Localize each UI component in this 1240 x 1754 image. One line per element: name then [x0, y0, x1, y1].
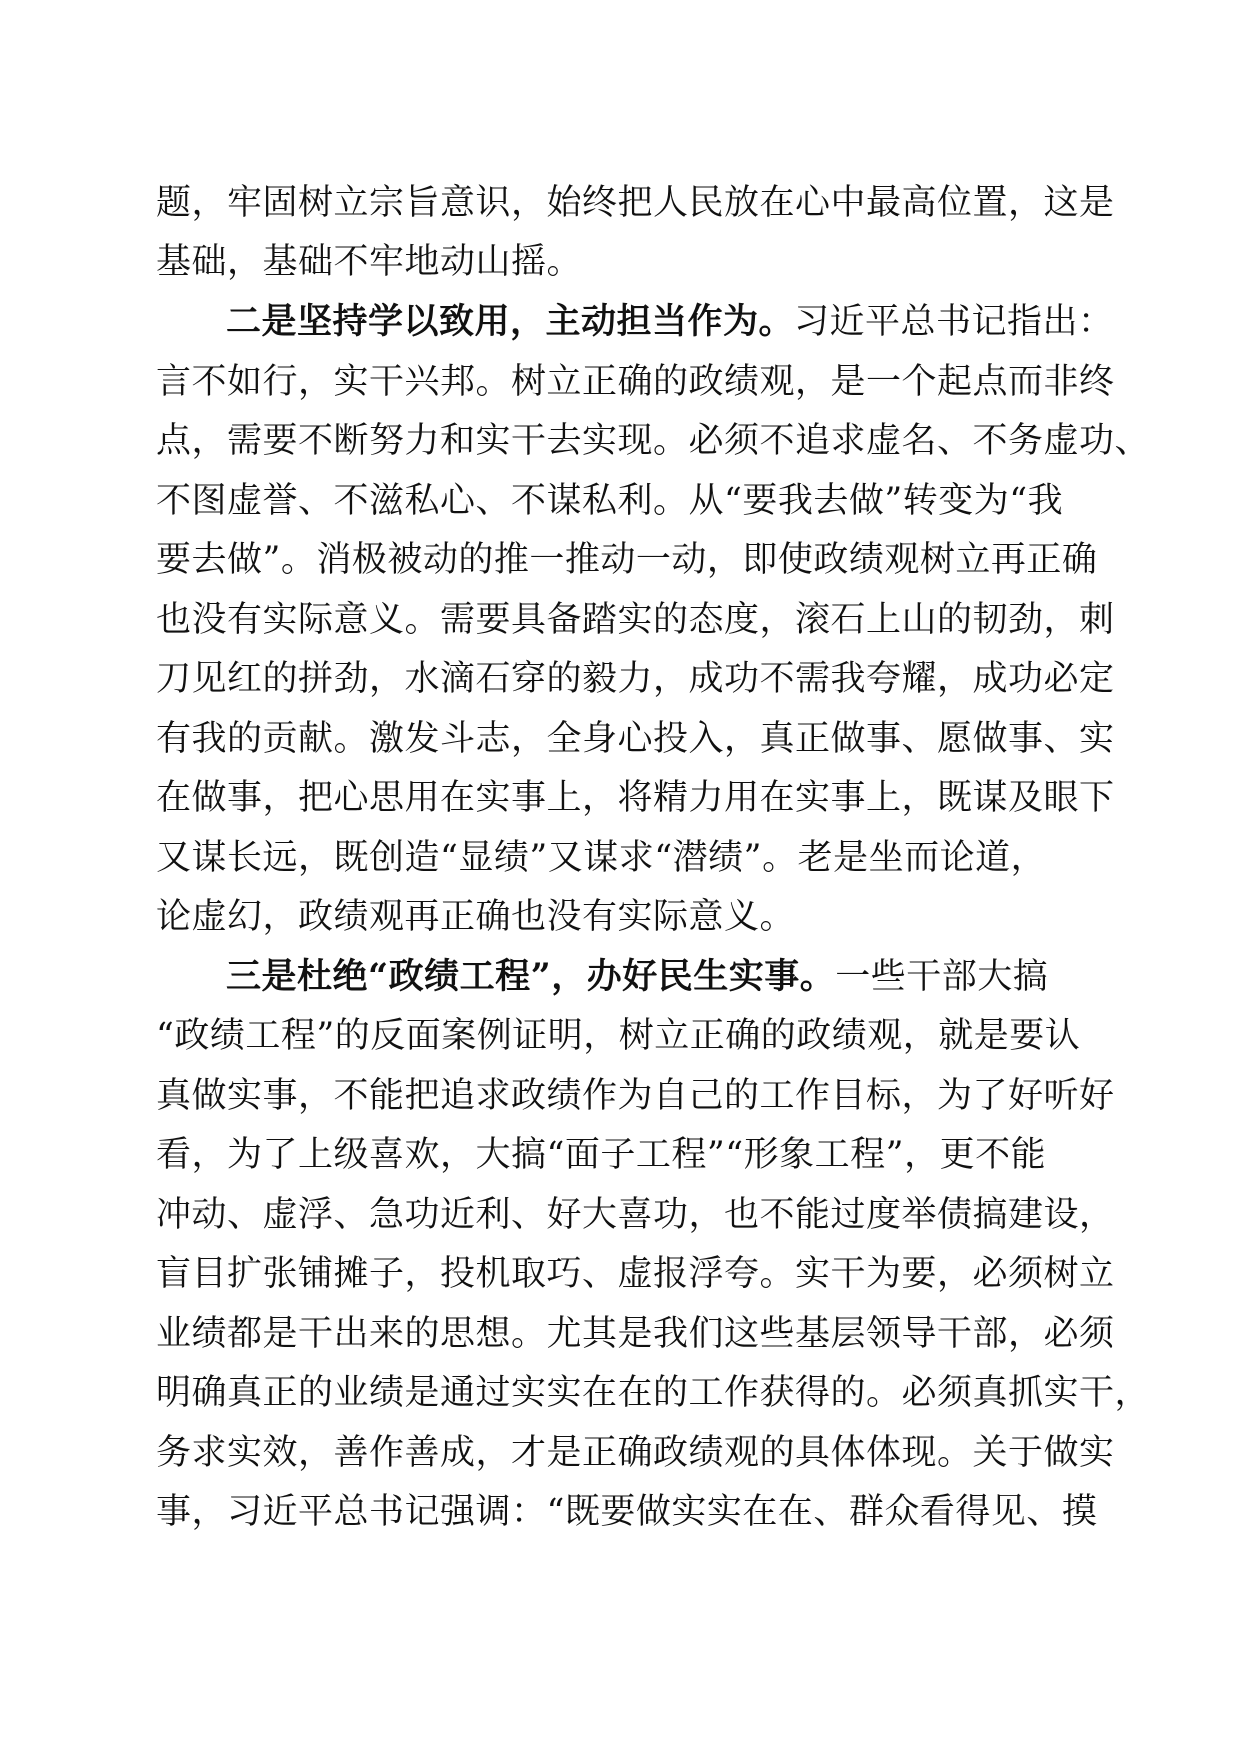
text-line: “政绩工程”的反面案例证明，树立正确的政绩观，就是要认	[156, 1016, 1081, 1056]
text-line: 事，习近平总书记强调：“既要做实实在在、群众看得见、摸	[156, 1492, 1098, 1532]
text-line: 要去做”。消极被动的推一推动一动，即使政绩观树立再正确	[156, 540, 1098, 580]
text-line: 在做事，把心思用在实事上，将精力用在实事上，既谋及眼下	[156, 778, 1115, 818]
text-line: 基础，基础不牢地动山摇。	[156, 242, 583, 282]
paragraph-2-lead: 习近平总书记指出：	[794, 302, 1114, 342]
paragraph-3-lead: 一些干部大搞	[835, 957, 1049, 997]
text-line: 点，需要不断努力和实干去实现。必须不追求虚名、不务虚功、	[156, 421, 1151, 461]
text-line: 盲目扩张铺摊子，投机取巧、虚报浮夸。实干为要，必须树立	[156, 1254, 1115, 1294]
text-line: 业绩都是干出来的思想。尤其是我们这些基层领导干部，必须	[156, 1314, 1115, 1354]
text-line: 看，为了上级喜欢，大搞“面子工程”“形象工程”，更不能	[156, 1135, 1047, 1175]
paragraph-3-heading: 三是杜绝“政绩工程”，办好民生实事。	[226, 956, 836, 997]
paragraph-3-first-line	[226, 950, 1048, 1004]
text-line: 真做实事，不能把追求政绩作为自己的工作目标，为了好听好	[156, 1076, 1115, 1116]
text-line: 不图虚誉、不滋私心、不谋私利。从“要我去做”转变为“我	[156, 481, 1064, 521]
text-line: 冲动、虚浮、急功近利、好大喜功，也不能过度举债搞建设，	[156, 1195, 1115, 1235]
paragraph-2-heading: 二是坚持学以致用，主动担当作为。	[226, 301, 795, 342]
paragraph-2-first-line	[226, 295, 1114, 349]
text-line: 又谋长远，既创造“显绩”又谋求“潜绩”。老是坐而论道，	[156, 838, 1047, 878]
text-line: 刀见红的拼劲，水滴石穿的毅力，成功不需我夸耀，成功必定	[156, 659, 1115, 699]
text-line: 务求实效，善作善成，才是正确政绩观的具体体现。关于做实	[156, 1433, 1115, 1473]
text-line: 言不如行，实干兴邦。树立正确的政绩观，是一个起点而非终	[156, 362, 1115, 402]
text-line: 也没有实际意义。需要具备踏实的态度，滚石上山的韧劲，刺	[156, 600, 1115, 640]
text-line: 明确真正的业绩是通过实实在在的工作获得的。必须真抓实干，	[156, 1373, 1151, 1413]
text-line: 论虚幻，政绩观再正确也没有实际意义。	[156, 897, 796, 937]
text-line: 有我的贡献。激发斗志，全身心投入，真正做事、愿做事、实	[156, 719, 1115, 759]
text-line: 题，牢固树立宗旨意识，始终把人民放在心中最高位置，这是	[156, 183, 1115, 223]
